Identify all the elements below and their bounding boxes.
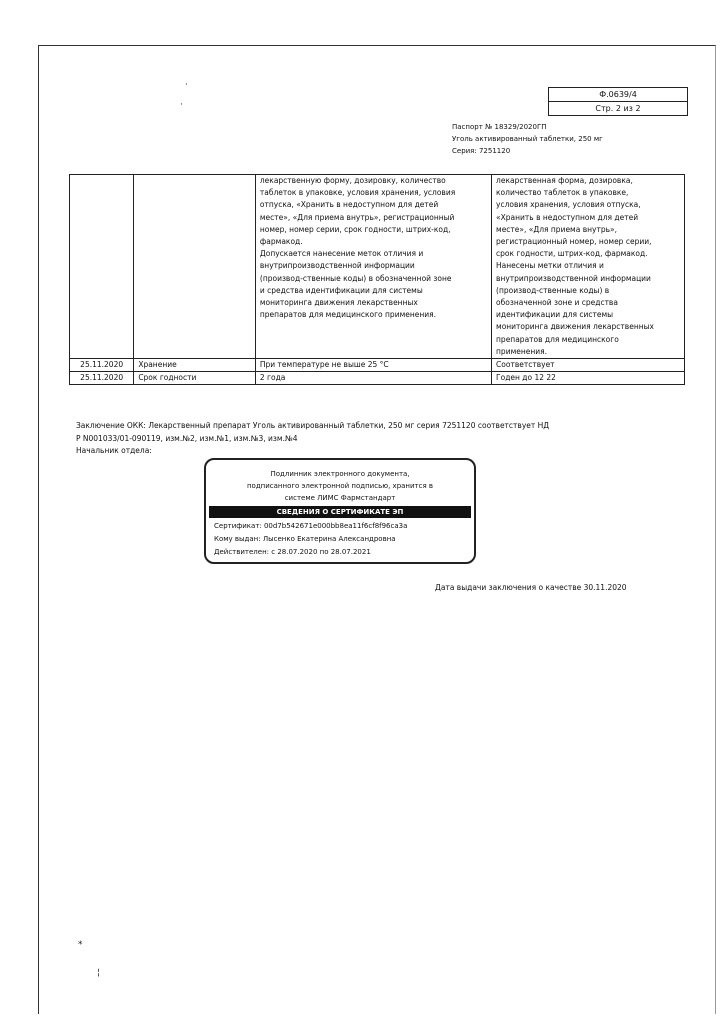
scan-speck: ¦ <box>97 968 101 978</box>
certificate-owner: Кому выдан: Лысенко Екатерина Александровна <box>214 535 396 543</box>
requirement-cell: 2 года <box>255 372 491 385</box>
test-results-table <box>69 174 685 385</box>
certificate-title: СВЕДЕНИЯ О СЕРТИФИКАТЕ ЭП <box>209 506 471 518</box>
result-cell: Годен до 12 22 <box>492 372 685 385</box>
scan-speck: * <box>78 940 83 950</box>
parameter-cell: Хранение <box>134 359 256 372</box>
result-cell: Соответствует <box>492 359 685 372</box>
scan-speck: · <box>180 100 183 110</box>
requirement-cell: При температуре не выше 25 °С <box>255 359 491 372</box>
passport-number: Паспорт № 18329/2020ГП <box>452 123 547 131</box>
parameter-cell <box>134 175 256 359</box>
e-signature-stamp <box>204 458 476 564</box>
product-name: Уголь активированный таблетки, 250 мг <box>452 135 603 143</box>
certificate-validity: Действителен: с 28.07.2020 по 28.07.2021 <box>214 548 371 556</box>
conclusion-text: Заключение ОКК: Лекарственный препарат Уголь активированный таблетки, 250 мг серия 7251120 соответствует НД Р N001033/01-090119, изм.№2, изм.№1, изм.№3, изм.№4 <box>76 421 550 443</box>
page-number: Стр. 2 из 2 <box>549 101 687 115</box>
certificate-number: Сертификат: 00d7b542671e000bb8ea11f6cf8f96ca3a <box>214 522 408 530</box>
signature-intro: Подлинник электронного документа, подписанного электронной подписью, хранится в системе ЛИМС Фармстандарт <box>246 470 434 502</box>
conclusion-block <box>76 420 556 458</box>
parameter-cell: Срок годности <box>134 372 256 385</box>
requirement-cell: лекарственную форму, дозировку, количество таблеток в упаковке, условия хранения, условия отпуска, «Хранить в недоступном для детей месте», «Для приема внутрь», регистрационный номер, номер серии, срок годности, штрих-код, фармакод. Допускается нанесение меток отличия и внутрипроизводственной информации (производ-ственные коды) в обозначенной зоне и средства идентификации для системы мониторинга движения лекарственных препаратов для медицинского применения. <box>255 175 491 359</box>
department-head-label: Начальник отдела: <box>76 446 152 455</box>
form-code: Ф.0639/4 <box>599 90 637 99</box>
date-cell <box>70 175 134 359</box>
passport-info <box>452 121 603 157</box>
scan-speck: · <box>185 80 188 90</box>
table-row <box>70 175 685 359</box>
date-cell: 25.11.2020 <box>70 359 134 372</box>
issue-date: Дата выдачи заключения о качестве 30.11.2020 <box>435 583 627 592</box>
date-cell: 25.11.2020 <box>70 372 134 385</box>
table-row <box>70 359 685 372</box>
table-row <box>70 372 685 385</box>
form-code-box <box>548 87 688 116</box>
result-cell: лекарственная форма, дозировка, количество таблеток в упаковке, условия хранения, условия отпуска, «Хранить в недоступном для детей месте», «Для приема внутрь», регистрационный номер, номер серии, срок годности, штрих-код, фармакод. Нанесены метки отличия и внутрипроизводственной информации (производ-ственные коды) в обозначенной зоне и средства идентификации для системы мониторинга движения лекарственных препаратов для медицинского применения. <box>492 175 685 359</box>
batch-number: Серия: 7251120 <box>452 147 511 155</box>
